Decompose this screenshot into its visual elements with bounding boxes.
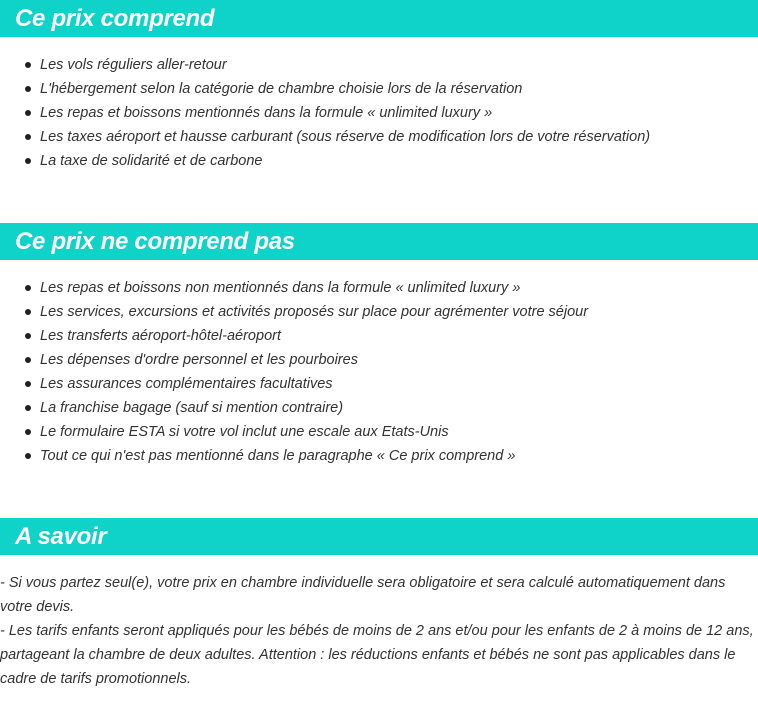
- list-item: Les repas et boissons mentionnés dans la formule « unlimited luxury »: [24, 101, 650, 125]
- info-paragraph-single-room: - Si vous partez seul(e), votre prix en chambre individuelle sera obligatoire et sera calculé automatiquement dans votre devis.: [0, 575, 726, 615]
- section-header-included: [0, 0, 758, 37]
- included-list: [0, 53, 650, 173]
- list-item: Les taxes aéroport et hausse carburant (sous réserve de modification lors de votre réservation): [24, 125, 650, 149]
- not-included-list: [0, 276, 588, 468]
- list-item: Les transferts aéroport-hôtel-aéroport: [24, 324, 588, 348]
- section-title-included: Ce prix comprend: [15, 4, 215, 32]
- list-item: Les dépenses d'ordre personnel et les pourboires: [24, 348, 588, 372]
- section-header-good-to-know: [0, 518, 758, 555]
- list-item: Tout ce qui n'est pas mentionné dans le paragraphe « Ce prix comprend »: [24, 444, 588, 468]
- section-title-not-included: Ce prix ne comprend pas: [15, 227, 295, 255]
- list-item: La taxe de solidarité et de carbone: [24, 149, 650, 173]
- list-item: La franchise bagage (sauf si mention contraire): [24, 396, 588, 420]
- list-item: Les assurances complémentaires facultatives: [24, 372, 588, 396]
- list-item: Les vols réguliers aller-retour: [24, 53, 650, 77]
- section-header-not-included: [0, 223, 758, 260]
- section-title-good-to-know: A savoir: [15, 522, 107, 550]
- good-to-know-text: [0, 571, 756, 691]
- list-item: Les repas et boissons non mentionnés dans la formule « unlimited luxury »: [24, 276, 588, 300]
- list-item: Les services, excursions et activités proposés sur place pour agrémenter votre séjour: [24, 300, 588, 324]
- list-item: Le formulaire ESTA si votre vol inclut une escale aux Etats-Unis: [24, 420, 588, 444]
- list-item: L'hébergement selon la catégorie de chambre choisie lors de la réservation: [24, 77, 650, 101]
- info-paragraph-children-rates: - Les tarifs enfants seront appliqués pour les bébés de moins de 2 ans et/ou pour les enfants de 2 à moins de 12 ans, partageant la chambre de deux adultes. Attention : les réductions enfants et bébés ne sont pas applicables dans le cadre de tarifs promotionnels.: [0, 623, 754, 687]
